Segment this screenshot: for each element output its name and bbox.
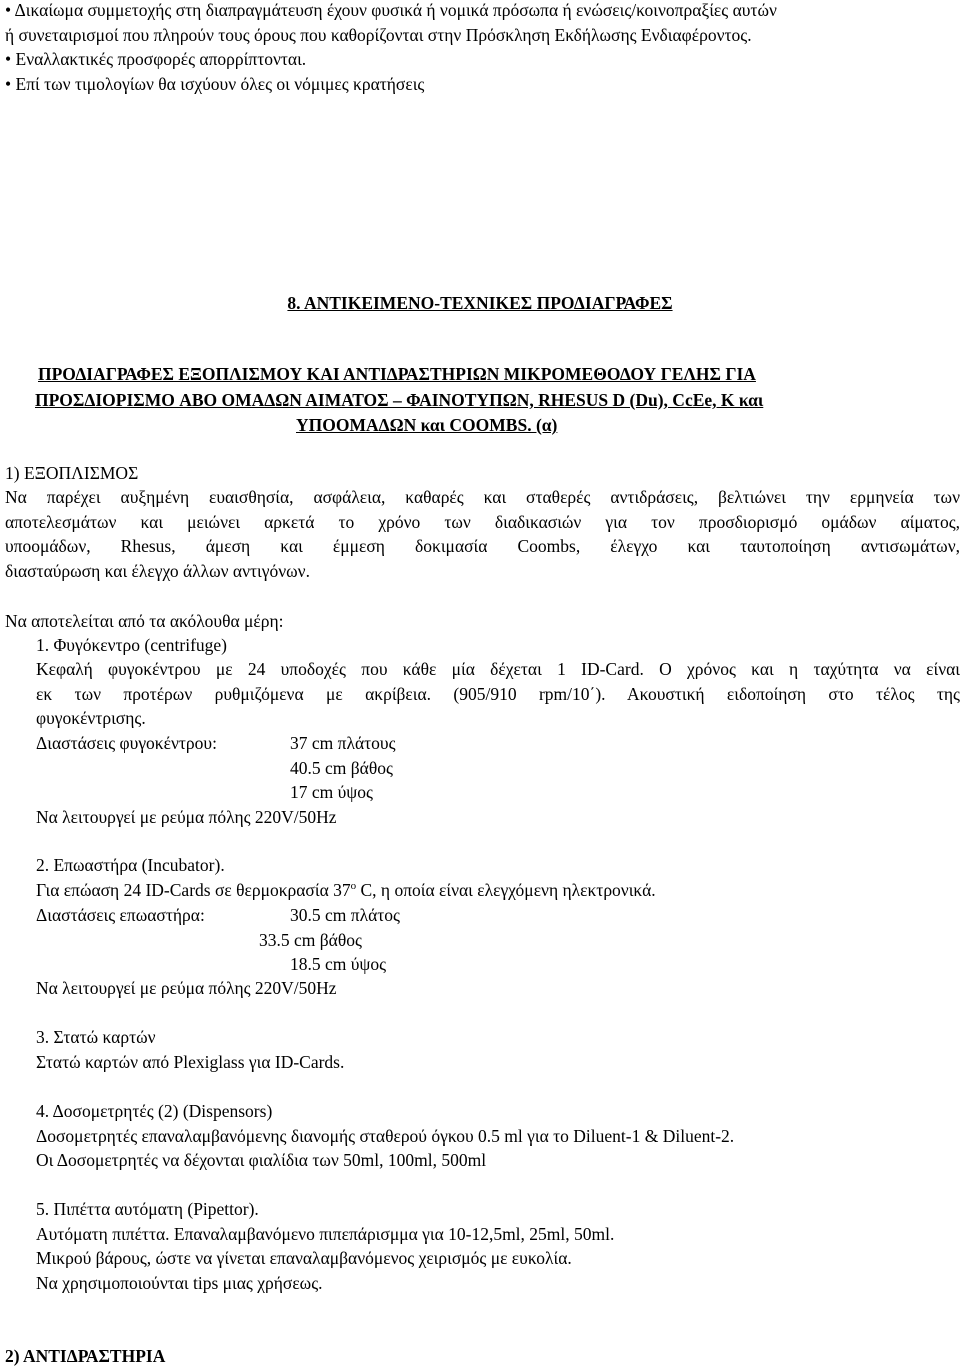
section-subtitle-line1: ΠΡΟΔΙΑΓΡΑΦΕΣ ΕΞΟΠΛΙΣΜΟΥ ΚΑΙ ΑΝΤΙΔΡΑΣΤΗΡΙΩΝ ΜΙΚΡΟΜΕΘΟΔΟΥ ΓΕΛΗΣ ΓΙΑ bbox=[38, 364, 756, 384]
reagents-heading: 2) ΑΝΤΙΔΡΑΣΤΗΡΙΑ bbox=[5, 1346, 166, 1366]
equipment-description bbox=[5, 485, 960, 583]
parts-intro: Να αποτελείται από τα ακόλουθα μέρη: bbox=[5, 611, 284, 631]
item-centrifuge-line2: εκ των προτέρων ρυθμιζόμενα με ακρίβεια. (905/910 rpm/10΄). Ακουστική ειδοποίηση στο τέλος της bbox=[36, 683, 960, 704]
item-dispensors-line1: Δοσομετρητές επαναλαμβανόμενης διανομής σταθερού όγκου 0.5 ml για το Diluent-1 & Diluent-2. bbox=[36, 1126, 735, 1146]
item-incubator-dim-width: 30.5 cm πλάτος bbox=[290, 905, 400, 925]
section-subtitle-line3 bbox=[296, 413, 557, 437]
item-dispensors-title: 4. Δοσομετρητές (2) (Dispensors) bbox=[36, 1101, 273, 1121]
item-incubator-line1-pre: Για επώαση 24 ID-Cards σε θερμοκρασία 37 bbox=[36, 880, 351, 900]
equipment-description-line3: υποομάδων, Rhesus, άμεση και έμμεση δοκιμασία Coombs, έλεγχο και ταυτοποίηση αντισωμάτων, bbox=[5, 536, 960, 557]
section-title: 8. ΑΝΤΙΚΕΙΜΕΝΟ-ΤΕΧΝΙΚΕΣ ΠΡΟΔΙΑΓΡΑΦΕΣ bbox=[287, 293, 673, 313]
item-centrifuge-line1: Κεφαλή φυγοκέντρου με 24 υποδοχές που κάθε μία δέχεται 1 ID-Card. Ο χρόνος και η ταχύτητα να είναι bbox=[36, 659, 960, 679]
item-incubator-power: Να λειτουργεί με ρεύμα πόλης 220V/50Hz bbox=[36, 978, 337, 998]
item-card-rack-line1: Στατώ καρτών από Plexiglass για ID-Cards. bbox=[36, 1052, 345, 1072]
item-centrifuge-description bbox=[36, 657, 960, 731]
item-centrifuge-power: Να λειτουργεί με ρεύμα πόλης 220V/50Hz bbox=[36, 807, 337, 827]
item-incubator-dims-label: Διαστάσεις επωαστήρα: bbox=[36, 905, 205, 925]
degree-superscript: ο bbox=[350, 880, 357, 893]
equipment-description-line4: διασταύρωση και έλεγχο άλλων αντιγόνων. bbox=[5, 560, 310, 581]
item-incubator-line1 bbox=[36, 878, 656, 902]
item-centrifuge-title: 1. Φυγόκεντρο (centrifuge) bbox=[36, 635, 227, 655]
item-incubator-title: 2. Επωαστήρα (Incubator). bbox=[36, 855, 225, 875]
item-centrifuge-dims-label: Διαστάσεις φυγοκέντρου: bbox=[36, 733, 217, 753]
item-centrifuge-dim-depth: 40.5 cm βάθος bbox=[290, 758, 393, 778]
item-pipettor-title: 5. Πιπέττα αυτόματη (Pipettor). bbox=[36, 1199, 259, 1219]
bullet-participation-line2: ή συνεταιρισμοί που πληρούν τους όρους που καθορίζονται στην Πρόσκληση Εκδήλωσης Ενδιαφέροντος. bbox=[5, 25, 752, 45]
item-incubator-dim-depth: 33.5 cm βάθος bbox=[259, 930, 362, 950]
bullet-participation-line1: • Δικαίωμα συμμετοχής στη διαπραγμάτευση έχουν φυσικά ή νομικά πρόσωπα ή ενώσεις/κοινοπραξίες αυτών bbox=[5, 0, 777, 20]
item-pipettor-line3: Να χρησιμοποιούνται tips μιας χρήσεως. bbox=[36, 1273, 323, 1293]
item-incubator-dim-height: 18.5 cm ύψος bbox=[290, 954, 387, 974]
bullet-alternative-offers: • Εναλλακτικές προσφορές απορρίπτονται. bbox=[5, 49, 307, 69]
section-subtitle-line2: ΠΡΟΣΔΙΟΡΙΣΜΟ ABO ΟΜΑΔΩΝ ΑΙΜΑΤΟΣ – ΦΑΙΝΟΤΥΠΩΝ, RHESUS D (Du), CcEe, K και bbox=[35, 390, 764, 410]
item-centrifuge-dim-width: 37 cm πλάτους bbox=[290, 733, 396, 753]
equipment-heading: 1) ΕΞΟΠΛΙΣΜΟΣ bbox=[5, 463, 139, 483]
equipment-description-line2: αποτελεσμάτων και μειώνει αρκετά το χρόνο των διαδικασιών για τον προσδιορισμό ομάδων αίματος, bbox=[5, 511, 960, 532]
item-card-rack-title: 3. Στατώ καρτών bbox=[36, 1027, 156, 1047]
item-incubator-line1-post: C, η οποία είναι ελεγχόμενη ηλεκτρονικά. bbox=[356, 880, 656, 900]
equipment-description-line1: Να παρέχει αυξημένη ευαισθησία, ασφάλεια, καθαρές και σταθερές αντιδράσεις, βελτιώνει την ερμηνεία των bbox=[5, 487, 960, 507]
item-centrifuge-line3: φυγοκέντρισης. bbox=[36, 708, 146, 729]
item-pipettor-line2: Μικρού βάρους, ώστε να γίνεται επαναλαμβανόμενος χειρισμός με ευκολία. bbox=[36, 1248, 572, 1268]
item-pipettor-line1: Αυτόματη πιπέττα. Επαναλαμβανόμενο πιπεπάρισμμα για 10-12,5ml, 25ml, 50ml. bbox=[36, 1224, 615, 1244]
section-subtitle-line3-text: ΥΠΟΟΜΑΔΩΝ και COOMBS. (α) bbox=[296, 415, 558, 435]
item-centrifuge-dim-height: 17 cm ύψος bbox=[290, 782, 373, 802]
item-dispensors-line2: Οι Δοσομετρητές να δέχονται φιαλίδια των 50ml, 100ml, 500ml bbox=[36, 1150, 487, 1170]
bullet-invoice-deductions: • Επί των τιμολογίων θα ισχύουν όλες οι νόμιμες κρατήσεις bbox=[5, 74, 425, 94]
